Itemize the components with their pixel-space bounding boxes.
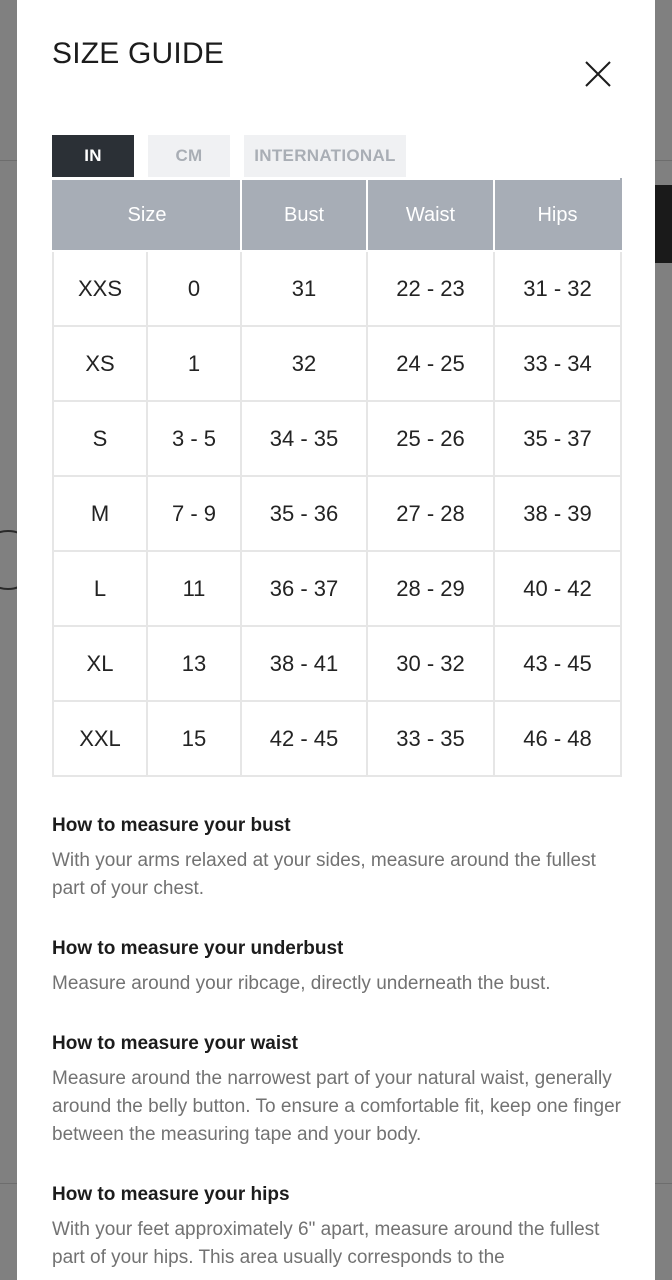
guide-hips [52, 1184, 627, 1272]
guide-body: With your feet approximately 6" apart, measure around the fullest part of your hips. This area usually corresponds to the [52, 1219, 600, 1268]
table-row [53, 626, 621, 701]
header-hips: Hips [494, 179, 621, 251]
cell-waist: 25 - 26 [367, 401, 494, 476]
cell-waist: 33 - 35 [367, 701, 494, 776]
cell-size-number: 7 - 9 [147, 476, 241, 551]
cell-size-number: 1 [147, 326, 241, 401]
cell-size-label: XXS [53, 251, 147, 326]
table-header-row [53, 179, 621, 251]
guide-body: Measure around your ribcage, directly underneath the bust. [52, 973, 551, 994]
table-row [53, 701, 621, 776]
tab-cm[interactable]: CM [148, 135, 230, 177]
cell-bust: 32 [241, 326, 367, 401]
guide-underbust [52, 938, 627, 998]
size-chart-table [52, 178, 622, 777]
guide-title: How to measure your hips [52, 1184, 290, 1205]
cell-size-label: S [53, 401, 147, 476]
unit-tabs [52, 135, 406, 177]
guide-title: How to measure your waist [52, 1033, 299, 1054]
cell-size-number: 3 - 5 [147, 401, 241, 476]
header-bust: Bust [241, 179, 367, 251]
cell-waist: 27 - 28 [367, 476, 494, 551]
cell-bust: 34 - 35 [241, 401, 367, 476]
cell-bust: 36 - 37 [241, 551, 367, 626]
guide-title: How to measure your underbust [52, 938, 344, 959]
cell-hips: 46 - 48 [494, 701, 621, 776]
table-row [53, 251, 621, 326]
cell-hips: 38 - 39 [494, 476, 621, 551]
background-element [655, 185, 672, 263]
measurement-guides [52, 815, 627, 1280]
cell-hips: 33 - 34 [494, 326, 621, 401]
cell-size-label: XS [53, 326, 147, 401]
table-row [53, 401, 621, 476]
cell-size-number: 11 [147, 551, 241, 626]
guide-body: With your arms relaxed at your sides, measure around the fullest part of your chest. [52, 850, 596, 899]
cell-size-label: M [53, 476, 147, 551]
tab-international[interactable]: INTERNATIONAL [244, 135, 406, 177]
close-icon [582, 58, 614, 90]
table-row [53, 326, 621, 401]
table-row [53, 551, 621, 626]
header-waist: Waist [367, 179, 494, 251]
cell-size-number: 0 [147, 251, 241, 326]
header-size: Size [53, 179, 241, 251]
cell-hips: 40 - 42 [494, 551, 621, 626]
close-button[interactable] [582, 58, 614, 90]
cell-hips: 35 - 37 [494, 401, 621, 476]
cell-size-number: 15 [147, 701, 241, 776]
cell-bust: 42 - 45 [241, 701, 367, 776]
cell-bust: 38 - 41 [241, 626, 367, 701]
cell-hips: 43 - 45 [494, 626, 621, 701]
cell-waist: 28 - 29 [367, 551, 494, 626]
cell-size-label: L [53, 551, 147, 626]
size-guide-modal [17, 0, 655, 1280]
cell-waist: 22 - 23 [367, 251, 494, 326]
cell-size-label: XXL [53, 701, 147, 776]
table-row [53, 476, 621, 551]
tab-in[interactable]: IN [52, 135, 134, 177]
cell-bust: 35 - 36 [241, 476, 367, 551]
guide-bust [52, 815, 627, 903]
cell-waist: 24 - 25 [367, 326, 494, 401]
modal-title: SIZE GUIDE [52, 37, 225, 70]
cell-size-label: XL [53, 626, 147, 701]
guide-body: Measure around the narrowest part of your natural waist, generally around the belly button. To ensure a comfortable fit, keep one finger between the measuring tape and your body. [52, 1068, 621, 1145]
guide-title: How to measure your bust [52, 815, 291, 836]
guide-waist [52, 1033, 627, 1149]
cell-bust: 31 [241, 251, 367, 326]
cell-waist: 30 - 32 [367, 626, 494, 701]
cell-size-number: 13 [147, 626, 241, 701]
cell-hips: 31 - 32 [494, 251, 621, 326]
